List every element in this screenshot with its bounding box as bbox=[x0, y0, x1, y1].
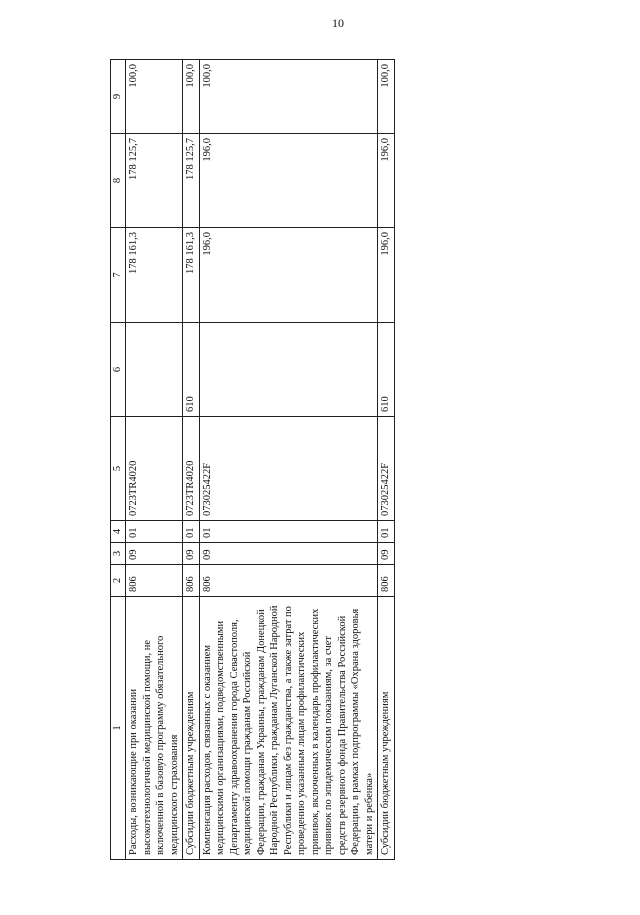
actual-amount: 196,0 bbox=[378, 134, 395, 228]
expense-name: Субсидии бюджетным учреждениям bbox=[378, 597, 395, 860]
target-article: 0723TR4020 bbox=[126, 417, 183, 521]
col-header-2: 2 bbox=[111, 565, 126, 597]
target-article: 0723TR4020 bbox=[183, 417, 200, 521]
table-row bbox=[378, 60, 395, 860]
subsection-code: 01 bbox=[199, 521, 378, 543]
expense-type bbox=[199, 323, 378, 417]
col-header-5: 5 bbox=[111, 417, 126, 521]
expense-name: Субсидии бюджетным учреждениям bbox=[183, 597, 200, 860]
col-header-7: 7 bbox=[111, 228, 126, 323]
execution-percent: 100,0 bbox=[183, 60, 200, 134]
header-row bbox=[111, 60, 126, 860]
planned-amount: 196,0 bbox=[199, 228, 378, 323]
execution-percent: 100,0 bbox=[199, 60, 378, 134]
section-code: 09 bbox=[199, 543, 378, 565]
page-number: 10 bbox=[332, 16, 344, 30]
ministry-code: 806 bbox=[126, 565, 183, 597]
target-article: 073025422F bbox=[199, 417, 378, 521]
expense-name: Компенсация расходов, связанных с оказанием медицинскими организациями, подведомственными Департаменту здравоохранения города Севастополя, медицинской помощи гражданам Российской Федерации, гражданам Украины, гражданам Донецкой Народной Республики, гражданам Луганской Народной Республики и лицам без гражданства, а также затрат по проведению указанным лицам профилактических прививок, включенных в календарь профилактических прививок по эпидемическим показаниям, за счет средств резервного фонда Правительства Российской Федерации, в рамках подпрограммы «Охрана здоровья матери и ребенка» bbox=[199, 597, 378, 860]
table-row bbox=[199, 60, 378, 860]
actual-amount: 178 125,7 bbox=[183, 134, 200, 228]
budget-table bbox=[110, 59, 395, 860]
table-row bbox=[183, 60, 200, 860]
col-header-3: 3 bbox=[111, 543, 126, 565]
expense-name: Расходы, возникающие при оказании высокотехнологичной медицинской помощи, не включенной в базовую программу обязательного медицинского страхования bbox=[126, 597, 183, 860]
ministry-code: 806 bbox=[183, 565, 200, 597]
ministry-code: 806 bbox=[378, 565, 395, 597]
target-article: 073025422F bbox=[378, 417, 395, 521]
section-code: 09 bbox=[126, 543, 183, 565]
section-code: 09 bbox=[183, 543, 200, 565]
table-row bbox=[126, 60, 183, 860]
execution-percent: 100,0 bbox=[126, 60, 183, 134]
col-header-1: 1 bbox=[111, 597, 126, 860]
planned-amount: 196,0 bbox=[378, 228, 395, 323]
planned-amount: 178 161,3 bbox=[183, 228, 200, 323]
actual-amount: 178 125,7 bbox=[126, 134, 183, 228]
execution-percent: 100,0 bbox=[378, 60, 395, 134]
col-header-4: 4 bbox=[111, 521, 126, 543]
col-header-9: 9 bbox=[111, 60, 126, 134]
expense-type: 610 bbox=[183, 323, 200, 417]
subsection-code: 01 bbox=[183, 521, 200, 543]
rotated-table-container bbox=[110, 60, 526, 860]
expense-type: 610 bbox=[378, 323, 395, 417]
actual-amount: 196,0 bbox=[199, 134, 378, 228]
subsection-code: 01 bbox=[378, 521, 395, 543]
expense-type bbox=[126, 323, 183, 417]
section-code: 09 bbox=[378, 543, 395, 565]
planned-amount: 178 161,3 bbox=[126, 228, 183, 323]
col-header-6: 6 bbox=[111, 323, 126, 417]
col-header-8: 8 bbox=[111, 134, 126, 228]
ministry-code: 806 bbox=[199, 565, 378, 597]
subsection-code: 01 bbox=[126, 521, 183, 543]
